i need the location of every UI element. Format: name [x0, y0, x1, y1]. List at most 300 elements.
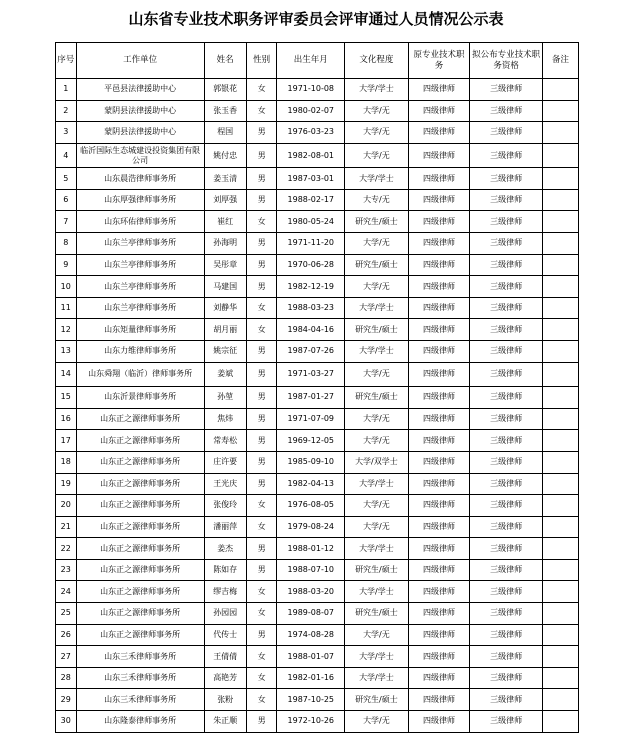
- cell-edu: 大学/双学士: [345, 451, 409, 473]
- table-row: [56, 624, 579, 646]
- header-edu: 文化程度: [345, 43, 409, 79]
- table-row: [56, 276, 579, 298]
- cell-new: 三级律师: [470, 451, 543, 473]
- cell-note: [543, 430, 579, 452]
- cell-birth: 1970-06-28: [277, 254, 345, 276]
- cell-unit: 山东正之源律师事务所: [76, 581, 204, 603]
- cell-note: [543, 122, 579, 144]
- cell-name: 王光庆: [204, 473, 246, 495]
- cell-new: 三级律师: [470, 667, 543, 689]
- header-unit: 工作单位: [76, 43, 204, 79]
- cell-sex: 女: [246, 581, 277, 603]
- cell-note: [543, 341, 579, 363]
- cell-unit: 山东晨浩律师事务所: [76, 168, 204, 190]
- cell-note: [543, 689, 579, 711]
- table-row: [56, 362, 579, 387]
- cell-unit: 山东正之源律师事务所: [76, 624, 204, 646]
- cell-unit: 平邑县法律援助中心: [76, 79, 204, 101]
- cell-orig: 四级律师: [408, 79, 470, 101]
- cell-birth: 1985-09-10: [277, 451, 345, 473]
- cell-edu: 大学/学士: [345, 646, 409, 668]
- cell-no: 29: [56, 689, 77, 711]
- cell-orig: 四级律师: [408, 581, 470, 603]
- cell-new: 三级律师: [470, 79, 543, 101]
- cell-new: 三级律师: [470, 100, 543, 122]
- cell-note: [543, 667, 579, 689]
- cell-note: [543, 603, 579, 625]
- cell-orig: 四级律师: [408, 495, 470, 517]
- cell-sex: 女: [246, 667, 277, 689]
- cell-note: [543, 319, 579, 341]
- cell-note: [543, 559, 579, 581]
- cell-birth: 1988-03-23: [277, 297, 345, 319]
- cell-new: 三级律师: [470, 495, 543, 517]
- cell-sex: 男: [246, 559, 277, 581]
- cell-orig: 四级律师: [408, 233, 470, 255]
- cell-no: 23: [56, 559, 77, 581]
- cell-name: 吴彤章: [204, 254, 246, 276]
- cell-unit: 山东正之源律师事务所: [76, 473, 204, 495]
- cell-birth: 1987-10-25: [277, 689, 345, 711]
- cell-new: 三级律师: [470, 473, 543, 495]
- personnel-table: [55, 42, 579, 733]
- table-row: [56, 341, 579, 363]
- cell-no: 18: [56, 451, 77, 473]
- cell-name: 胡月丽: [204, 319, 246, 341]
- cell-sex: 男: [246, 276, 277, 298]
- cell-orig: 四级律师: [408, 122, 470, 144]
- cell-sex: 男: [246, 624, 277, 646]
- cell-orig: 四级律师: [408, 276, 470, 298]
- cell-edu: 大学/无: [345, 495, 409, 517]
- page-title: 山东省专业技术职务评审委员会评审通过人员情况公示表: [128, 10, 504, 28]
- cell-unit: 山东三禾律师事务所: [76, 689, 204, 711]
- cell-birth: 1971-10-08: [277, 79, 345, 101]
- cell-orig: 四级律师: [408, 341, 470, 363]
- cell-no: 27: [56, 646, 77, 668]
- cell-unit: 临沂国际生态城建设投资集团有限公司: [76, 143, 204, 168]
- cell-birth: 1988-01-12: [277, 538, 345, 560]
- cell-name: 代传士: [204, 624, 246, 646]
- cell-unit: 山东厚强律师事务所: [76, 189, 204, 211]
- cell-new: 三级律师: [470, 254, 543, 276]
- cell-birth: 1972-10-26: [277, 711, 345, 733]
- cell-unit: 蒙阴县法律援助中心: [76, 100, 204, 122]
- cell-note: [543, 168, 579, 190]
- cell-unit: 山东力维律师事务所: [76, 341, 204, 363]
- cell-unit: 山东三禾律师事务所: [76, 646, 204, 668]
- cell-new: 三级律师: [470, 362, 543, 387]
- cell-unit: 山东三禾律师事务所: [76, 667, 204, 689]
- cell-edu: 大学/学士: [345, 168, 409, 190]
- cell-sex: 女: [246, 211, 277, 233]
- cell-orig: 四级律师: [408, 451, 470, 473]
- cell-unit: 山东矩量律师事务所: [76, 319, 204, 341]
- cell-orig: 四级律师: [408, 211, 470, 233]
- cell-new: 三级律师: [470, 689, 543, 711]
- table-row: [56, 646, 579, 668]
- cell-no: 13: [56, 341, 77, 363]
- cell-no: 20: [56, 495, 77, 517]
- cell-name: 庄许要: [204, 451, 246, 473]
- cell-unit: 山东舜翔（临沂）律师事务所: [76, 362, 204, 387]
- cell-no: 3: [56, 122, 77, 144]
- cell-edu: 大学/无: [345, 430, 409, 452]
- table-row: [56, 451, 579, 473]
- cell-new: 三级律师: [470, 122, 543, 144]
- cell-unit: 山东环佑律师事务所: [76, 211, 204, 233]
- cell-name: 潘丽萍: [204, 516, 246, 538]
- cell-sex: 男: [246, 168, 277, 190]
- table-row: [56, 233, 579, 255]
- cell-unit: 山东正之源律师事务所: [76, 516, 204, 538]
- cell-no: 2: [56, 100, 77, 122]
- cell-no: 16: [56, 408, 77, 430]
- cell-no: 1: [56, 79, 77, 101]
- cell-sex: 男: [246, 341, 277, 363]
- cell-note: [543, 451, 579, 473]
- cell-edu: 大专/无: [345, 189, 409, 211]
- header-note: 备注: [543, 43, 579, 79]
- cell-no: 21: [56, 516, 77, 538]
- cell-note: [543, 646, 579, 668]
- cell-birth: 1987-01-27: [277, 387, 345, 409]
- cell-name: 缪吉梅: [204, 581, 246, 603]
- cell-new: 三级律师: [470, 559, 543, 581]
- table-row: [56, 143, 579, 168]
- cell-no: 9: [56, 254, 77, 276]
- cell-orig: 四级律师: [408, 408, 470, 430]
- cell-orig: 四级律师: [408, 689, 470, 711]
- header-birth: 出生年月: [277, 43, 345, 79]
- cell-birth: 1982-08-01: [277, 143, 345, 168]
- cell-sex: 男: [246, 189, 277, 211]
- cell-name: 孙园园: [204, 603, 246, 625]
- cell-orig: 四级律师: [408, 189, 470, 211]
- cell-unit: 山东沂景律师事务所: [76, 387, 204, 409]
- cell-name: 姜斌: [204, 362, 246, 387]
- cell-sex: 男: [246, 254, 277, 276]
- cell-birth: 1988-01-07: [277, 646, 345, 668]
- cell-new: 三级律师: [470, 408, 543, 430]
- cell-unit: 山东正之源律师事务所: [76, 451, 204, 473]
- cell-sex: 女: [246, 319, 277, 341]
- cell-edu: 大学/无: [345, 711, 409, 733]
- cell-orig: 四级律师: [408, 362, 470, 387]
- cell-name: 焦炜: [204, 408, 246, 430]
- cell-sex: 男: [246, 233, 277, 255]
- cell-note: [543, 79, 579, 101]
- cell-edu: 研究生/硕士: [345, 211, 409, 233]
- cell-note: [543, 233, 579, 255]
- cell-birth: 1984-04-16: [277, 319, 345, 341]
- cell-unit: 山东正之源律师事务所: [76, 430, 204, 452]
- cell-unit: 蒙阴县法律援助中心: [76, 122, 204, 144]
- cell-orig: 四级律师: [408, 168, 470, 190]
- cell-birth: 1980-05-24: [277, 211, 345, 233]
- cell-sex: 男: [246, 538, 277, 560]
- cell-edu: 研究生/硕士: [345, 559, 409, 581]
- table-row: [56, 319, 579, 341]
- cell-orig: 四级律师: [408, 667, 470, 689]
- cell-orig: 四级律师: [408, 473, 470, 495]
- cell-name: 程国: [204, 122, 246, 144]
- cell-birth: 1988-07-10: [277, 559, 345, 581]
- cell-orig: 四级律师: [408, 711, 470, 733]
- cell-new: 三级律师: [470, 276, 543, 298]
- cell-edu: 大学/无: [345, 362, 409, 387]
- cell-orig: 四级律师: [408, 646, 470, 668]
- table-row: [56, 100, 579, 122]
- cell-orig: 四级律师: [408, 387, 470, 409]
- cell-birth: 1971-03-27: [277, 362, 345, 387]
- cell-no: 28: [56, 667, 77, 689]
- cell-unit: 山东正之源律师事务所: [76, 495, 204, 517]
- cell-note: [543, 538, 579, 560]
- cell-name: 朱正顺: [204, 711, 246, 733]
- header-orig: 原专业技术职务: [408, 43, 470, 79]
- cell-edu: 大学/无: [345, 233, 409, 255]
- cell-sex: 女: [246, 646, 277, 668]
- cell-name: 孙海明: [204, 233, 246, 255]
- cell-edu: 研究生/硕士: [345, 689, 409, 711]
- cell-no: 15: [56, 387, 77, 409]
- cell-no: 8: [56, 233, 77, 255]
- table-row: [56, 79, 579, 101]
- cell-edu: 研究生/硕士: [345, 603, 409, 625]
- cell-birth: 1976-08-05: [277, 495, 345, 517]
- cell-new: 三级律师: [470, 603, 543, 625]
- table-row: [56, 189, 579, 211]
- cell-edu: 大学/无: [345, 122, 409, 144]
- cell-new: 三级律师: [470, 319, 543, 341]
- table-row: [56, 538, 579, 560]
- cell-sex: 女: [246, 689, 277, 711]
- table-row: [56, 581, 579, 603]
- header-name: 姓名: [204, 43, 246, 79]
- cell-sex: 女: [246, 516, 277, 538]
- table-row: [56, 387, 579, 409]
- cell-note: [543, 581, 579, 603]
- cell-new: 三级律师: [470, 168, 543, 190]
- table-row: [56, 603, 579, 625]
- cell-orig: 四级律师: [408, 538, 470, 560]
- cell-birth: 1976-03-23: [277, 122, 345, 144]
- cell-sex: 男: [246, 408, 277, 430]
- cell-sex: 男: [246, 711, 277, 733]
- cell-no: 5: [56, 168, 77, 190]
- cell-unit: 山东正之源律师事务所: [76, 603, 204, 625]
- cell-no: 6: [56, 189, 77, 211]
- cell-note: [543, 211, 579, 233]
- cell-birth: 1979-08-24: [277, 516, 345, 538]
- header-new: 拟公布专业技术职务资格: [470, 43, 543, 79]
- cell-edu: 大学/学士: [345, 581, 409, 603]
- cell-new: 三级律师: [470, 581, 543, 603]
- cell-edu: 研究生/硕士: [345, 254, 409, 276]
- cell-birth: 1988-02-17: [277, 189, 345, 211]
- cell-edu: 研究生/硕士: [345, 319, 409, 341]
- cell-edu: 研究生/硕士: [345, 387, 409, 409]
- cell-no: 11: [56, 297, 77, 319]
- cell-note: [543, 408, 579, 430]
- table-row: [56, 430, 579, 452]
- cell-new: 三级律师: [470, 387, 543, 409]
- cell-name: 王倩倩: [204, 646, 246, 668]
- cell-edu: 大学/学士: [345, 341, 409, 363]
- cell-note: [543, 362, 579, 387]
- cell-new: 三级律师: [470, 624, 543, 646]
- cell-name: 姚宗征: [204, 341, 246, 363]
- cell-name: 姜杰: [204, 538, 246, 560]
- cell-orig: 四级律师: [408, 297, 470, 319]
- cell-orig: 四级律师: [408, 254, 470, 276]
- table-header-row: [56, 43, 579, 79]
- cell-unit: 山东兰亭律师事务所: [76, 233, 204, 255]
- table-row: [56, 516, 579, 538]
- cell-note: [543, 297, 579, 319]
- cell-birth: 1989-08-07: [277, 603, 345, 625]
- table-row: [56, 122, 579, 144]
- cell-orig: 四级律师: [408, 100, 470, 122]
- cell-edu: 大学/学士: [345, 538, 409, 560]
- table-row: [56, 254, 579, 276]
- table-row: [56, 667, 579, 689]
- cell-no: 4: [56, 143, 77, 168]
- cell-name: 常寿松: [204, 430, 246, 452]
- cell-sex: 女: [246, 100, 277, 122]
- cell-orig: 四级律师: [408, 516, 470, 538]
- cell-unit: 山东兰亭律师事务所: [76, 276, 204, 298]
- cell-no: 17: [56, 430, 77, 452]
- cell-birth: 1988-03-20: [277, 581, 345, 603]
- cell-sex: 女: [246, 603, 277, 625]
- cell-sex: 女: [246, 495, 277, 517]
- cell-note: [543, 624, 579, 646]
- cell-name: 刘厚强: [204, 189, 246, 211]
- cell-no: 30: [56, 711, 77, 733]
- cell-new: 三级律师: [470, 211, 543, 233]
- cell-orig: 四级律师: [408, 603, 470, 625]
- cell-name: 郭银花: [204, 79, 246, 101]
- cell-edu: 大学/无: [345, 516, 409, 538]
- cell-name: 马建国: [204, 276, 246, 298]
- cell-note: [543, 276, 579, 298]
- cell-note: [543, 516, 579, 538]
- cell-edu: 大学/无: [345, 408, 409, 430]
- cell-new: 三级律师: [470, 711, 543, 733]
- cell-note: [543, 254, 579, 276]
- header-no: 序号: [56, 43, 77, 79]
- cell-unit: 山东正之源律师事务所: [76, 559, 204, 581]
- cell-orig: 四级律师: [408, 143, 470, 168]
- cell-unit: 山东隆泰律师事务所: [76, 711, 204, 733]
- cell-birth: 1971-11-20: [277, 233, 345, 255]
- cell-name: 陈如存: [204, 559, 246, 581]
- cell-edu: 大学/无: [345, 276, 409, 298]
- cell-edu: 大学/无: [345, 143, 409, 168]
- cell-birth: 1987-07-26: [277, 341, 345, 363]
- cell-note: [543, 143, 579, 168]
- cell-edu: 大学/无: [345, 100, 409, 122]
- cell-birth: 1969-12-05: [277, 430, 345, 452]
- table-row: [56, 297, 579, 319]
- cell-no: 12: [56, 319, 77, 341]
- cell-note: [543, 473, 579, 495]
- cell-birth: 1974-08-28: [277, 624, 345, 646]
- cell-birth: 1982-04-13: [277, 473, 345, 495]
- cell-sex: 男: [246, 451, 277, 473]
- cell-no: 25: [56, 603, 77, 625]
- cell-new: 三级律师: [470, 189, 543, 211]
- cell-note: [543, 387, 579, 409]
- table-row: [56, 211, 579, 233]
- cell-new: 三级律师: [470, 430, 543, 452]
- table-row: [56, 408, 579, 430]
- cell-new: 三级律师: [470, 143, 543, 168]
- cell-name: 高艳芳: [204, 667, 246, 689]
- cell-sex: 男: [246, 122, 277, 144]
- cell-no: 19: [56, 473, 77, 495]
- cell-sex: 男: [246, 143, 277, 168]
- table-row: [56, 711, 579, 733]
- cell-name: 张玉香: [204, 100, 246, 122]
- cell-new: 三级律师: [470, 341, 543, 363]
- cell-unit: 山东正之源律师事务所: [76, 538, 204, 560]
- cell-birth: 1971-07-09: [277, 408, 345, 430]
- cell-new: 三级律师: [470, 646, 543, 668]
- cell-unit: 山东正之源律师事务所: [76, 408, 204, 430]
- cell-no: 10: [56, 276, 77, 298]
- table-row: [56, 559, 579, 581]
- cell-no: 14: [56, 362, 77, 387]
- cell-edu: 大学/学士: [345, 79, 409, 101]
- cell-sex: 男: [246, 473, 277, 495]
- table-row: [56, 689, 579, 711]
- cell-edu: 大学/学士: [345, 297, 409, 319]
- cell-note: [543, 100, 579, 122]
- cell-orig: 四级律师: [408, 559, 470, 581]
- cell-new: 三级律师: [470, 516, 543, 538]
- cell-birth: 1987-03-01: [277, 168, 345, 190]
- cell-birth: 1980-02-07: [277, 100, 345, 122]
- cell-name: 孙堃: [204, 387, 246, 409]
- cell-edu: 大学/无: [345, 624, 409, 646]
- cell-name: 张粉: [204, 689, 246, 711]
- cell-no: 22: [56, 538, 77, 560]
- cell-birth: 1982-12-19: [277, 276, 345, 298]
- cell-sex: 女: [246, 79, 277, 101]
- cell-sex: 男: [246, 387, 277, 409]
- cell-birth: 1982-01-16: [277, 667, 345, 689]
- cell-name: 张俊玲: [204, 495, 246, 517]
- cell-note: [543, 189, 579, 211]
- cell-note: [543, 495, 579, 517]
- cell-edu: 大学/学士: [345, 473, 409, 495]
- cell-edu: 大学/学士: [345, 667, 409, 689]
- cell-unit: 山东兰亭律师事务所: [76, 254, 204, 276]
- table-row: [56, 168, 579, 190]
- cell-no: 7: [56, 211, 77, 233]
- cell-name: 崔红: [204, 211, 246, 233]
- cell-new: 三级律师: [470, 538, 543, 560]
- cell-note: [543, 711, 579, 733]
- cell-unit: 山东兰亭律师事务所: [76, 297, 204, 319]
- table-row: [56, 495, 579, 517]
- table-row: [56, 473, 579, 495]
- cell-name: 刘静华: [204, 297, 246, 319]
- cell-orig: 四级律师: [408, 319, 470, 341]
